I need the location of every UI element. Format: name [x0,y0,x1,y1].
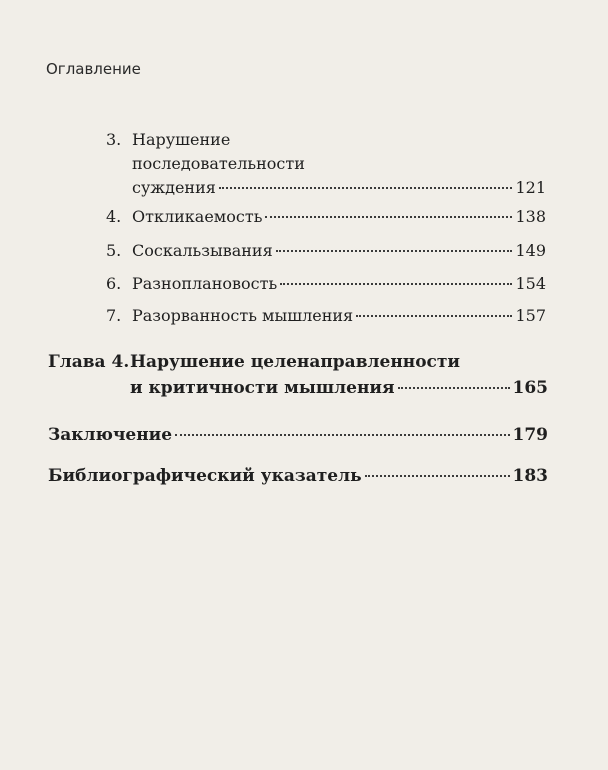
toc-item-title: Разорванность мышления [132,306,354,325]
toc-page-number: 154 [515,274,546,293]
toc-page-number: 165 [512,378,548,398]
toc-item-number: 7. [106,306,122,325]
dot-leader [356,315,512,317]
toc-page-number: 149 [515,241,546,260]
dot-leader [265,216,512,218]
dot-leader [219,187,513,189]
toc-item-3 [106,130,546,202]
toc-conclusion [48,425,548,445]
dot-leader [276,250,513,252]
toc-item-5 [106,241,546,260]
toc-section-title: Заключение [48,425,173,445]
toc-item-title: Разноплановость [132,274,278,293]
toc-page-number: 121 [515,178,546,197]
dot-leader [280,283,512,285]
toc-page-number: 179 [512,425,548,445]
toc-chapter-label: Глава 4. [48,352,130,372]
toc-page-number: 138 [515,207,546,226]
toc-item-6 [106,274,546,293]
toc-item-title: Соскальзывания [132,241,273,260]
toc-item-number: 4. [106,207,122,226]
dot-leader [398,387,510,389]
toc-item-title-line: последовательности [132,154,305,173]
toc-chapter-title-line: и критичности мышления [130,378,395,398]
toc-chapter-4 [48,352,548,404]
toc-item-number: 5. [106,241,122,260]
toc-section-title: Библиографический указатель [48,466,362,486]
toc-item-title: Откликаемость [132,207,263,226]
toc-item-title-line: суждения [132,178,216,197]
toc-page-number: 157 [515,306,546,325]
toc-chapter-title-line: Нарушение целенаправленности [130,352,461,372]
dot-leader [175,434,509,436]
running-head: Оглавление [46,60,141,78]
dot-leader [365,475,510,477]
toc-page-number: 183 [512,466,548,486]
toc-item-number: 3. [106,130,122,149]
toc-item-number: 6. [106,274,122,293]
toc-item-4 [106,207,546,226]
toc-item-7 [106,306,546,325]
toc-bibliography [48,466,548,486]
toc-item-title-line: Нарушение [132,130,231,149]
